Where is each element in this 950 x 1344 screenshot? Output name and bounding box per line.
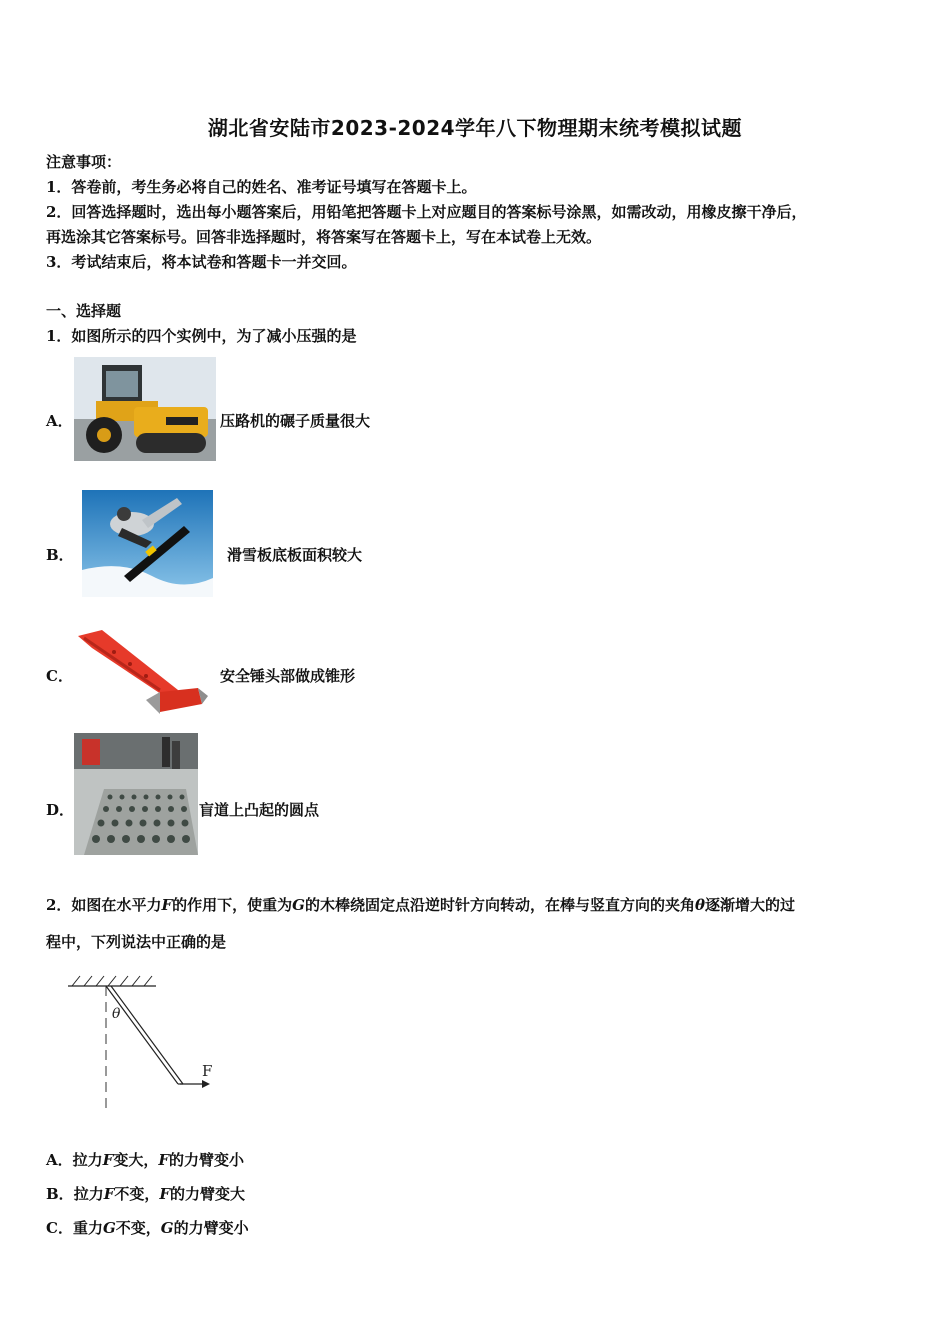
question-2-stem-cont: 程中，下列说法中正确的是 (46, 933, 227, 951)
tactile-paving-image (74, 733, 198, 855)
q1-option-d-letter: D． (46, 801, 75, 819)
page-title: 湖北省安陆市2023-2024学年八下物理期末统考模拟试题 (207, 116, 743, 140)
force-label: F (202, 1062, 213, 1080)
q1-option-d-text: 盲道上凸起的圆点 (199, 801, 320, 819)
q2-option-c: C．重力G不变，G的力臂变小 (46, 1219, 249, 1237)
notice-item-1: 1．答卷前，考生务必将自己的姓名、准考证号填写在答题卡上。 (46, 178, 477, 196)
var-g: G (292, 896, 305, 914)
question-1-stem: 1．如图所示的四个实例中，为了减小压强的是 (46, 327, 357, 345)
var-theta: θ (694, 896, 705, 914)
q1-option-a-letter: A． (46, 412, 73, 430)
q1-option-b-letter: B． (46, 546, 74, 564)
snowboarder-image (82, 490, 213, 597)
q1-option-a-text: 压路机的碾子质量很大 (220, 412, 371, 430)
notice-heading: 注意事项： (46, 153, 122, 171)
notice-item-3: 3．考试结束后，将本试卷和答题卡一并交回。 (46, 253, 357, 271)
var-f: F (161, 896, 173, 914)
q2-option-b: B．拉力F不变，F的力臂变大 (46, 1185, 246, 1203)
notice-item-2: 2．回答选择题时，选出每小题答案后，用铅笔把答题卡上对应题目的答案标号涂黑，如需改动，用橡皮擦干净后， (46, 203, 807, 221)
q1-option-c-letter: C． (46, 667, 73, 685)
safety-hammer-image (74, 628, 210, 720)
q1-option-c-text: 安全锤头部做成锥形 (220, 667, 356, 685)
notice-item-2-cont: 再选涂其它答案标号。回答非选择题时，将答案写在答题卡上，写在本试卷上无效。 (46, 228, 602, 246)
lever-diagram (64, 968, 224, 1112)
section-heading: 一、选择题 (46, 302, 122, 320)
angle-label: θ (112, 1006, 121, 1022)
q2-option-a: A．拉力F变大，F的力臂变小 (46, 1151, 244, 1169)
question-2-stem: 2．如图在水平力F的作用下，使重为G的木棒绕固定点沿逆时针方向转动，在棒与竖直方向的夹角θ逐渐增大的过 (46, 896, 795, 914)
road-roller-image (74, 357, 216, 461)
q1-option-b-text: 滑雪板底板面积较大 (227, 546, 363, 564)
